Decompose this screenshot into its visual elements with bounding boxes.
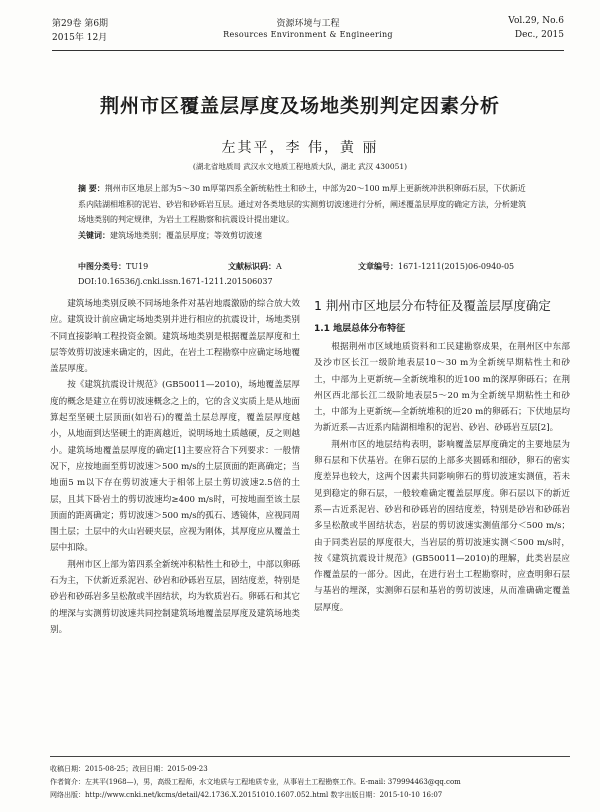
right-paragraph-2: 荆州市区的地层结构表明，影响覆盖层厚度确定的主要地层为卵石层和下伏基岩。在卵石层的上部多夹圆砾和细砂，卵石的密实度差异也较大，这两个因素共同影响卵石的剪切波速实测值，若未见到稳定的卵石层，一般较难确定覆盖层厚度。卵石层以下的新近系—古近系泥岩、砂岩和砂砾岩的固结度差，特别是砂岩和砂砾岩多呈松散或半固结状态，岩层的剪切波速实测值部分＜500 m/s；由于同类岩层的厚度很大，当岩层的剪切波速实测＜500 m/s时，按《建筑抗震设计规范》(GB50011—2010)的理解，此类岩层应作覆盖层的一部分。因此，在进行岩土工程勘察时，应查明卵石层与基岩的埋深，实测卵石层和基岩的剪切波速，从而准确确定覆盖层厚度。	[314, 439, 570, 613]
article-number-label: 文章编号：	[358, 262, 398, 271]
keywords-text: 建筑场地类别；覆盖层厚度；等效剪切波速	[110, 230, 262, 240]
author-bio: 作者简介：左其平(1968—)，男，高级工程师，水文地质与工程地质专业，从事岩土工程勘察工作。E-mail: 379994463@qq.com	[50, 778, 461, 786]
doc-code-label: 文献标识码：	[228, 262, 276, 271]
abstract-text: 荆州市区地层上部为5～30 m厚第四系全新统粘性土和砂土，中部为20～100 m厚上更新统冲洪积卵砾石层，下伏新近系内陆湖相堆积的泥岩、砂岩和砂砾岩互层。通过对各类地层的实测剪切波速进行分析，阐述覆盖层厚度的确定方法，分析建筑场地类别的判定规律，为岩土工程勘察和抗震设计提出建议。	[78, 184, 526, 224]
volume-en: Vol.29, No.6	[508, 16, 564, 26]
subsection-heading: 1.1 地层总体分布特征	[314, 324, 406, 334]
doi: DOI:10.16536/j.cnki.issn.1671-1211.201506037	[78, 277, 273, 286]
classification-row	[78, 261, 538, 272]
left-paragraph-3: 荆州市区上部为第四系全新统冲积粘性土和砂土，中部以卵砾石为主，下伏新近系泥岩、砂岩和砂砾岩互层，固结度差，特别是砂岩和砂砾岩多呈松散或半固结状，均为软质岩石。卵砾石和其它的埋深与实测剪切波速共同控制建筑场地覆盖层厚度及建筑场地类别。	[50, 559, 300, 635]
received-date: 收稿日期：2015-08-25；改回日期：2015-09-23	[50, 765, 208, 773]
journal-name-cn: 资源环境与工程	[276, 19, 340, 29]
abstract	[78, 181, 530, 228]
volume-cn: 第29卷 第6期	[52, 19, 109, 29]
left-paragraph-1: 建筑场地类别反映不同场地条件对基岩地震激励的综合放大效应。建筑设计前应确定场地类别并进行相应的抗震设计，场地类别不同直接影响工程投资金额。建筑场地类别是根据覆盖层厚度和土层等效剪切波速来确定的，因此，在岩土工程勘察中应确定场地覆盖层厚度。	[50, 299, 300, 375]
right-column	[314, 296, 570, 616]
online-publication: 网络出版：http://www.cnki.net/kcms/detail/42.1736.X.20151010.1607.052.html 数字出版日期：2015-10-10 16:07	[50, 791, 443, 799]
date-en: Dec., 2015	[514, 30, 564, 40]
affiliation: (湖北省地质局 武汉水文地质工程地质大队，湖北 武汉 430051)	[192, 162, 408, 171]
footnote-block	[50, 756, 570, 802]
clc-value: TU19	[126, 262, 149, 271]
keywords	[78, 228, 530, 244]
article-number-entry	[358, 261, 514, 272]
left-paragraph-2: 按《建筑抗震设计规范》(GB50011—2010)，场地覆盖层厚度的概念是建立在剪切波速概念之上的，它的含义实质上是从地面算起至坚硬土层顶面(如岩石)的覆盖土层总厚度，覆盖层厚度越小，从地面到达坚硬土的距离越近，说明场地土质越硬，反之则越小。建筑场地覆盖层厚度的确定[1]主要应符合下列要求：一般情况下，应按地面至剪切波速＞500 m/s的土层顶面的距离确定；当地面5 m以下存在剪切波速大于相邻上层土剪切波速2.5倍的土层，且其下卧岩土的剪切波速均≥400 m/s时，可按地面至该土层顶面的距离确定；剪切波速＞500 m/s的孤石、透镜体，应视同周围土层；土层中的火山岩硬夹层，应视为刚体，其厚度应从覆盖土层中扣除。	[50, 380, 300, 554]
right-paragraph-1: 根据荆州市区域地质资料和工民建勘察成果，在荆州区中东部及沙市区长江一级阶地表层10～30 m为全新统早期粘性土和砂土，中部为上更新统—全新统堆积的近100 m的深厚卵砾石；在荆州区西北部长江二级阶地表层5～20 m为全新统早期粘性土和砂土，中部为上更新统—全新统堆积的近20 m的卵砾石；下伏地层均为新近系—古近系内陆湖相堆积的泥岩、砂岩、砂砾岩互层[2]。	[314, 342, 570, 434]
left-column	[50, 296, 300, 638]
doc-code-entry	[228, 261, 358, 272]
abstract-block	[78, 181, 530, 243]
paper-title: 荆州市区覆盖层厚度及场地类别判定因素分析	[99, 95, 500, 117]
journal-name-en: Resources Environment & Engineering	[223, 30, 393, 39]
author-list: 左其平，李 伟，黄 丽	[221, 140, 379, 156]
doc-code-value: A	[276, 262, 282, 271]
section-heading: 1 荆州市区地层分布特征及覆盖层厚度确定	[314, 298, 551, 313]
abstract-label: 摘 要：	[78, 184, 105, 193]
date-cn: 2015年 12月	[52, 33, 108, 43]
clc-entry	[78, 261, 228, 272]
running-header	[52, 16, 564, 51]
clc-label: 中图分类号：	[78, 262, 126, 271]
article-number-value: 1671-1211(2015)06-0940-05	[398, 262, 515, 271]
keywords-label: 关键词：	[78, 230, 110, 240]
